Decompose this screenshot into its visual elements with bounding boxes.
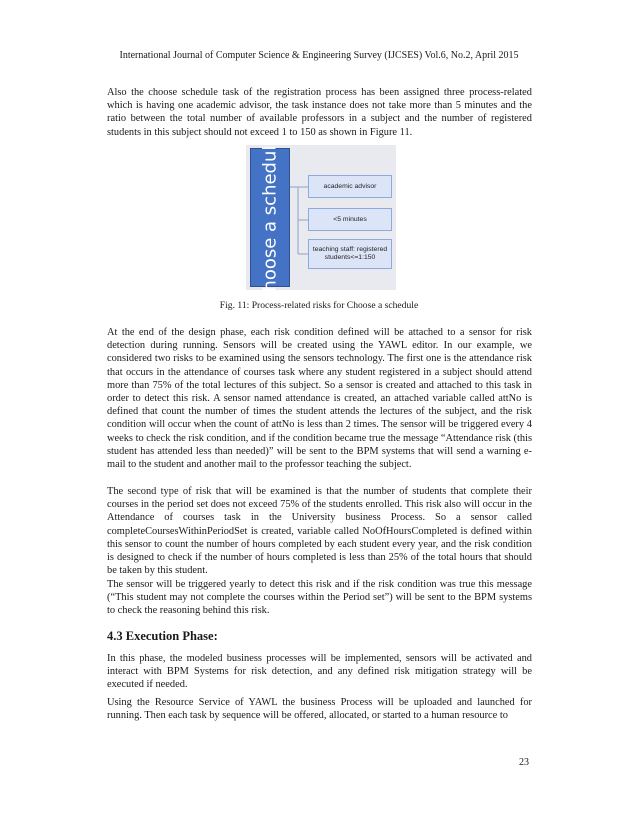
paragraph-sensor-trigger: The sensor will be triggered yearly to detect this risk and if the risk condition was true this message (“This student may not complete the courses within the Period set”) will be sent to the BPM systems to check the reasoning behind this risk. xyxy=(107,579,532,617)
paragraph-completion-risk: The second type of risk that will be examined is that the number of students that complete their courses in the period set does not exceed 75% of the students enrolled. This risk also will occur in the Attendance of courses task in the University business Process. So a sensor called completeCoursesWithinPeriodSet is created, variable called NoOfHoursCompleted is defined within this sensor to count the number of hours completed by each student every year, and the risk condition is designed to check if the number of hours completed is less than 25% of the total hours that should be taken by this student. xyxy=(107,486,532,577)
figure-root-node xyxy=(250,134,290,301)
page-number: 23 xyxy=(519,757,529,768)
figure-caption: Fig. 11: Process-related risks for Choose a schedule xyxy=(219,300,419,311)
figure-node-label: teaching staff: registered students<=1:150 xyxy=(312,246,388,261)
running-header: International Journal of Computer Science & Engineering Survey (IJCSES) Vol.6, No.2, April 2015 xyxy=(119,50,519,61)
figure-root-label: choose a schedule xyxy=(259,134,281,301)
paragraph-intro: Also the choose schedule task of the registration process has been assigned three process-related which is having one academic advisor, the task instance does not take more than 5 minutes and the ratio between the total number of available professors in a subject and the number of registered students in this subject should not exceed 1 to 150 as shown in Figure 11. xyxy=(107,87,532,138)
figure-node-label: academic advisor xyxy=(323,182,377,190)
section-heading: 4.3 Execution Phase: xyxy=(107,629,218,643)
figure-node-teaching-staff xyxy=(308,239,392,269)
figure-node-academic-advisor xyxy=(308,175,392,198)
paragraph-resource-service: Using the Resource Service of YAWL the business Process will be uploaded and launched for running. Then each task by sequence will be offered, allocated, or started to a human resource to xyxy=(107,697,532,722)
paragraph-execution-phase: In this phase, the modeled business processes will be implemented, sensors will be activated and interact with BPM Systems for risk detection, and any defined risk mitigation strategy will be executed if needed. xyxy=(107,653,532,691)
figure-node-duration xyxy=(308,208,392,231)
figure-node-label: <5 minutes xyxy=(333,215,367,223)
paragraph-attendance-risk: At the end of the design phase, each risk condition defined will be attached to a sensor for risk detection during running. Sensors will be created using the YAWL editor. In our example, we considered two risks to be examined using the sensors technology. The first one is the attendance risk that occurs in the attendance of courses task where any student registered in a subject should attend more than 75% of the total lectures of this subject. So a sensor is created and attached to this task in order to detect this risk. A sensor named attendance is created, an attached variable called attNo is defined that count the number of times the student attends the lectures of the subject, and the risk condition will occur when the count of attNo is less than 2 times. The sensor will be triggered every 4 weeks to check the risk condition, and if the condition became true the message “Attendance risk (this student has attended less than needed)” will be sent to the BPM systems that will send a warning e-mail to the student and another mail to the professor teaching the subject. xyxy=(107,327,533,471)
figure-11 xyxy=(246,134,396,301)
